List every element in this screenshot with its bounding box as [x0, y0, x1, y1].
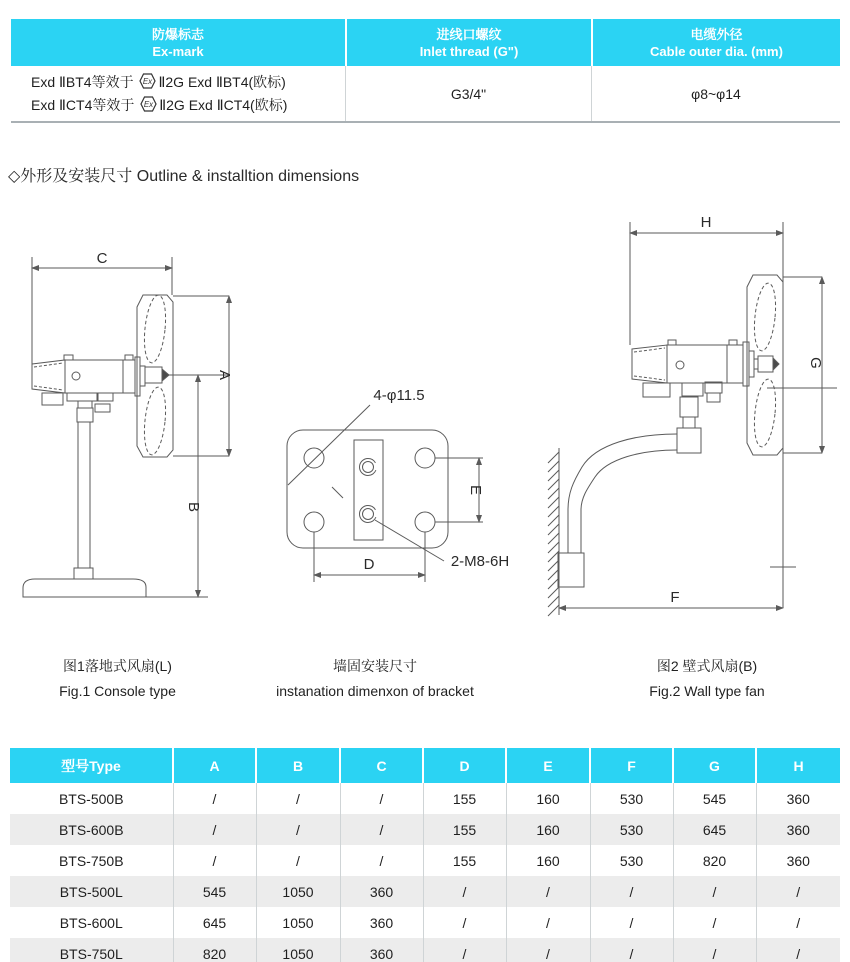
spec-header-exmark-zh: 防爆标志: [151, 27, 204, 42]
wall-mount-plate: [558, 553, 584, 587]
label-thread: 2-M8-6H: [450, 553, 510, 570]
dim-cell: /: [673, 907, 756, 938]
dim-table-header-b: B: [256, 748, 340, 783]
dim-table-header-e: E: [506, 748, 590, 783]
dim-cell: 160: [506, 845, 590, 876]
cable-value-cell: φ8~φ14: [591, 66, 840, 121]
wall-hatch: [548, 461, 559, 472]
thread-hole-inner: [363, 462, 374, 473]
wall-hatch: [548, 542, 559, 553]
wall-arm-outer: [568, 434, 677, 553]
motor-bolt: [676, 361, 684, 369]
table-row: [10, 938, 840, 962]
wall-hatch: [548, 533, 559, 544]
wall-hatch: [548, 497, 559, 508]
dim-cell: 360: [340, 907, 423, 938]
table-row: [10, 783, 840, 814]
model-cell: BTS-600L: [10, 907, 173, 938]
wall-hatch: [548, 515, 559, 526]
motor-shaft: [754, 359, 758, 369]
dim-cell: 645: [173, 907, 256, 938]
bracket-caption: [255, 658, 495, 700]
ex-hexagon-icon: [140, 96, 157, 112]
dim-cell: 360: [786, 852, 810, 869]
motor-bolt: [72, 372, 80, 380]
wall-hatch: [548, 470, 559, 481]
motor-tab: [729, 340, 737, 345]
dim-cell: /: [423, 876, 506, 907]
dim-cell: /: [423, 907, 506, 938]
spec-table: [11, 19, 840, 123]
svg-text:Ex: Ex: [144, 99, 154, 109]
leader-tick: [332, 487, 343, 498]
wall-hatch: [548, 524, 559, 535]
ex-hexagon-icon: [139, 73, 156, 89]
dim-cell: /: [796, 914, 801, 931]
fan-blade: [142, 386, 169, 456]
spec-header-exmark: [11, 19, 345, 66]
dim-cell: 645: [673, 814, 756, 845]
motor-tab: [125, 355, 133, 360]
fig1-console-drawing: [15, 215, 240, 615]
clamp-part: [67, 393, 97, 401]
column-foot: [74, 568, 93, 579]
dim-cell: 155: [423, 783, 506, 814]
column-joint: [680, 397, 698, 417]
dim-table-header-g: G: [673, 748, 756, 783]
dim-cell: 530: [590, 814, 673, 845]
exmark-line-2: [31, 94, 345, 117]
dim-cell: 155: [423, 814, 506, 845]
dim-table-header-d: D: [423, 748, 506, 783]
motor-flange: [749, 351, 754, 377]
dim-table-header-h: H: [756, 748, 840, 783]
dim-cell: 820: [673, 845, 756, 876]
fig1-caption-zh: 图1落地式风扇(L): [63, 658, 172, 674]
dim-cell: /: [256, 845, 340, 876]
spec-header-exmark-en: Ex-mark: [152, 44, 204, 59]
dim-cell: 360: [786, 790, 810, 807]
bracket-drawing: [280, 380, 525, 590]
dim-cell: /: [590, 938, 673, 962]
dim-cell: 530: [590, 845, 673, 876]
spec-table-header: [11, 19, 840, 66]
dim-cell: 820: [173, 938, 256, 962]
clamp-part: [707, 393, 720, 402]
wall-hatch: [548, 488, 559, 499]
wall-hatch: [548, 587, 559, 598]
dim-cell: 160: [506, 814, 590, 845]
dim-cell: /: [796, 883, 801, 900]
exmark-line2-pre: Exd ⅡCT4等效于: [31, 96, 139, 113]
dim-cell: 360: [340, 938, 423, 962]
dim-label-b: B: [185, 501, 202, 513]
dim-table-header-f: F: [590, 748, 673, 783]
clamp-part: [705, 382, 722, 393]
label-holes: 4-φ11.5: [373, 387, 425, 404]
motor-flange: [743, 342, 749, 386]
dim-cell: /: [423, 938, 506, 962]
spec-header-cable-zh: 电缆外径: [690, 27, 743, 42]
dim-cell: /: [173, 783, 256, 814]
dim-cell: 530: [590, 783, 673, 814]
dimension-table: [10, 748, 840, 962]
wall-hatch: [548, 596, 559, 607]
wall-arm-inner: [581, 450, 677, 553]
fan-hub-cone: [162, 369, 169, 381]
clamp-part: [682, 383, 703, 396]
mount-hole: [304, 448, 324, 468]
dim-cell: /: [256, 783, 340, 814]
fan-blade: [752, 282, 779, 352]
dim-cell: 155: [423, 845, 506, 876]
spec-table-body: [11, 66, 840, 123]
wall-hatch: [548, 551, 559, 562]
wall-hatch: [548, 479, 559, 490]
dim-table-header-row: [10, 748, 840, 783]
motor-rear: [32, 360, 65, 393]
exmark-cell: [11, 66, 345, 121]
stand-base: [23, 579, 146, 597]
section-title: ◇外形及安装尺寸 Outline & installtion dimensions: [8, 168, 360, 185]
model-cell: BTS-750L: [10, 938, 173, 962]
column-joint: [77, 408, 93, 422]
motor-rear: [632, 345, 667, 383]
spec-header-inlet: [345, 19, 591, 66]
dim-cell: 1050: [256, 938, 340, 962]
dim-cell: 1050: [256, 876, 340, 907]
dim-cell: /: [590, 876, 673, 907]
exmark-line1-post: Ⅱ2G Exd ⅡBT4(欧标): [158, 73, 286, 90]
wall-hatch: [548, 569, 559, 580]
spec-header-inlet-zh: 进线口螺纹: [436, 27, 502, 42]
spec-header-inlet-en: Inlet thread (G"): [419, 44, 519, 59]
dim-cell: 160: [506, 783, 590, 814]
mount-hole: [415, 448, 435, 468]
column-joint: [683, 417, 695, 428]
fig2-caption: [592, 658, 822, 700]
fig1-caption-en: Fig.1 Console type: [59, 683, 176, 699]
fan-hub: [758, 356, 773, 372]
wall-hatch: [548, 506, 559, 517]
dim-table-header-a: A: [173, 748, 256, 783]
dim-cell: /: [673, 938, 756, 962]
clamp-part: [98, 393, 113, 401]
dim-label-a: A: [216, 369, 233, 381]
clamp-part: [42, 393, 63, 405]
dim-label-g: G: [807, 357, 824, 369]
bracket-caption-en: instanation dimenxon of bracket: [276, 683, 474, 699]
dim-label-f: F: [670, 589, 680, 606]
motor-tab: [668, 340, 676, 345]
model-cell: BTS-500B: [10, 783, 173, 814]
dim-label-c: C: [96, 250, 108, 267]
wall-hatch: [548, 605, 559, 616]
fan-blade: [142, 294, 169, 364]
dim-cell: /: [340, 783, 423, 814]
motor-tab: [64, 355, 73, 360]
dim-cell: /: [173, 814, 256, 845]
dim-cell: /: [340, 845, 423, 876]
dim-cell: /: [506, 938, 590, 962]
svg-text:Ex: Ex: [143, 76, 153, 86]
bracket-caption-zh: 墙固安装尺寸: [333, 658, 417, 674]
dim-cell: 1050: [256, 907, 340, 938]
motor-body: [667, 345, 743, 383]
model-cell: BTS-750B: [10, 845, 173, 876]
mount-hole: [415, 512, 435, 532]
arm-block: [677, 428, 701, 453]
dim-cell: /: [590, 907, 673, 938]
mount-hole: [304, 512, 324, 532]
fig2-wall-fan-drawing: [540, 210, 850, 620]
fig2-caption-zh: 图2 壁式风扇(B): [656, 658, 758, 674]
exmark-line-1: [31, 71, 345, 94]
clamp-part: [643, 383, 670, 397]
dim-label-e: E: [467, 484, 484, 496]
exmark-line2-post: Ⅱ2G Exd ⅡCT4(欧标): [159, 96, 288, 113]
dim-cell: 545: [673, 783, 756, 814]
spec-header-cable: [591, 19, 840, 66]
dim-table-header-c: C: [340, 748, 423, 783]
dim-cell: /: [756, 938, 840, 962]
dim-table-header-model: 型号Type: [10, 748, 173, 783]
clamp-part: [95, 404, 110, 412]
dim-label-d: D: [363, 556, 375, 573]
thread-hole-inner: [363, 509, 374, 520]
inlet-value-cell: G3/4": [345, 66, 591, 121]
dim-cell: 545: [173, 876, 256, 907]
table-row: [10, 845, 840, 876]
dim-cell: /: [673, 876, 756, 907]
dim-cell: 360: [340, 876, 423, 907]
dim-cell: /: [256, 814, 340, 845]
bracket-center-slot: [354, 440, 383, 540]
wall-hatch: [548, 452, 559, 463]
fan-hub-cone: [773, 358, 779, 370]
table-row: [10, 876, 840, 907]
fan-hub: [145, 367, 162, 383]
leader-holes: [288, 405, 370, 485]
stand-column: [78, 422, 90, 568]
dim-cell: /: [173, 845, 256, 876]
wall-hatch: [548, 560, 559, 571]
motor-body: [65, 360, 135, 393]
exmark-line1-pre: Exd ⅡBT4等效于: [31, 73, 138, 90]
table-row: [10, 907, 840, 938]
table-row: [10, 814, 840, 845]
dim-cell: /: [506, 907, 590, 938]
dim-cell: 360: [786, 821, 810, 838]
dim-label-h: H: [700, 214, 712, 231]
motor-shaft: [140, 366, 145, 386]
fan-blade: [752, 378, 779, 448]
dim-cell: /: [340, 814, 423, 845]
fig2-caption-en: Fig.2 Wall type fan: [649, 683, 765, 699]
dim-cell: /: [506, 876, 590, 907]
clamp-part: [78, 401, 92, 408]
model-cell: BTS-500L: [10, 876, 173, 907]
wall-hatch: [548, 578, 559, 589]
fig1-caption: [15, 658, 220, 700]
model-cell: BTS-600B: [10, 814, 173, 845]
spec-header-cable-en: Cable outer dia. (mm): [650, 44, 783, 59]
